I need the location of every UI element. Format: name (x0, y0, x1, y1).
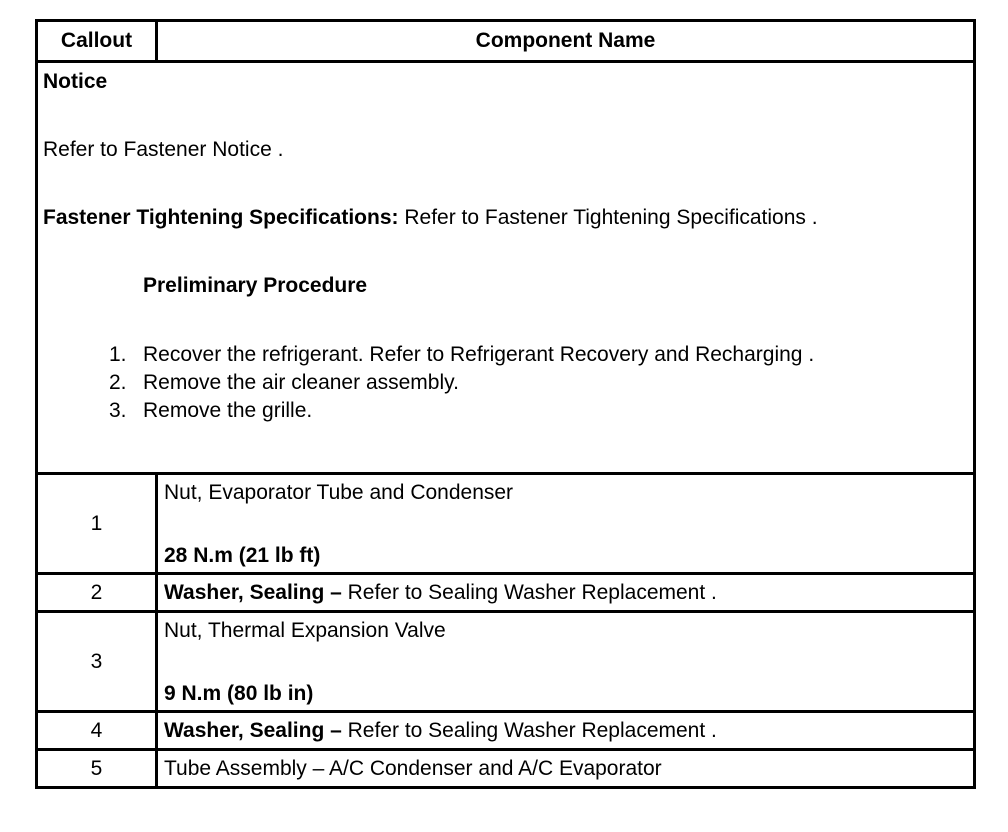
tightening-spec-line (43, 205, 967, 231)
spec-text: Refer to Fastener Tightening Specifications . (398, 206, 818, 229)
callout-cell: 2 (37, 574, 157, 612)
table-row (37, 612, 975, 712)
step-number: 1. (109, 343, 127, 366)
component-name-rest: Refer to Sealing Washer Replacement . (341, 580, 717, 604)
fastener-notice-text: Refer to Fastener Notice . (43, 138, 284, 161)
component-name: Nut, Evaporator Tube and Condenser (164, 481, 514, 504)
component-table (35, 19, 976, 789)
callout-cell: 3 (37, 612, 157, 712)
procedure-steps (43, 341, 967, 425)
step-text: Recover the refrigerant. Refer to Refrigerant Recovery and Recharging . (143, 343, 815, 366)
list-item (43, 369, 967, 397)
component-cell: Tube Assembly – A/C Condenser and A/C Evaporator (157, 750, 975, 788)
table-row (37, 574, 975, 612)
notice-cell (37, 62, 975, 474)
component-cell (157, 612, 975, 712)
table-row (37, 750, 975, 788)
component-name-rest: Refer to Sealing Washer Replacement . (341, 718, 717, 742)
component-name-bold: Washer, Sealing – (164, 718, 342, 742)
torque-spec: 28 N.m (21 lb ft) (164, 544, 321, 567)
spec-label: Fastener Tightening Specifications: (43, 206, 399, 229)
procedure-title: Preliminary Procedure (143, 274, 368, 297)
list-item (43, 341, 967, 369)
step-number: 2. (109, 371, 127, 394)
table-row (37, 474, 975, 574)
component-name-bold: Washer, Sealing – (164, 580, 342, 604)
table-row (37, 712, 975, 750)
list-item (43, 397, 967, 425)
header-component-name: Component Name (157, 21, 975, 62)
callout-cell: 1 (37, 474, 157, 574)
notice-title: Notice (43, 70, 108, 93)
torque-spec: 9 N.m (80 lb in) (164, 682, 314, 705)
notice-row (37, 62, 975, 474)
header-callout: Callout (37, 21, 157, 62)
component-cell (157, 712, 975, 750)
component-cell (157, 474, 975, 574)
component-name: Nut, Thermal Expansion Valve (164, 619, 446, 642)
step-number: 3. (109, 399, 127, 422)
table-header-row (37, 21, 975, 62)
step-text: Remove the air cleaner assembly. (143, 371, 459, 394)
callout-cell: 5 (37, 750, 157, 788)
step-text: Remove the grille. (143, 399, 313, 422)
component-cell (157, 574, 975, 612)
callout-cell: 4 (37, 712, 157, 750)
